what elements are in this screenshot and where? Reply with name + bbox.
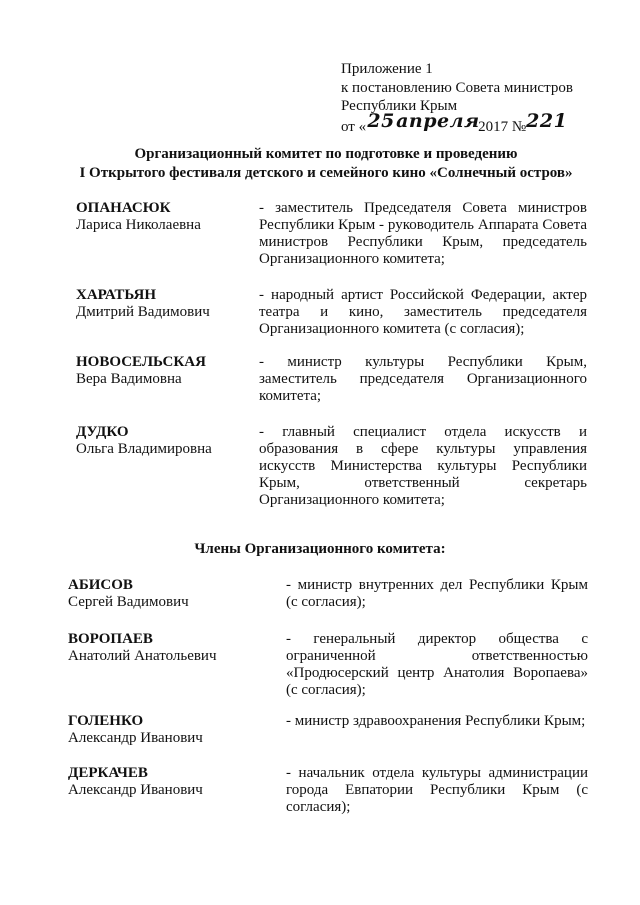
members-section-title: Члены Организационного комитета: — [194, 541, 446, 557]
person-surname: ГОЛЕНКО — [68, 713, 144, 729]
person-name — [68, 631, 217, 665]
person-role: - министр здравоохранения Республики Крым; — [286, 713, 586, 729]
person-given-name: Лариса Николаевна — [76, 217, 201, 233]
person-given-name: Дмитрий Вадимович — [76, 304, 210, 320]
handwritten-number: 221 — [526, 109, 568, 132]
committee-title-line: Организационный комитет по подготовке и проведению — [134, 146, 518, 162]
person-role: - министр внутренних дел Республики Крым (с согласия); — [286, 577, 588, 610]
appendix-line: к постановлению Совета министров — [341, 79, 573, 96]
date-prefix: от « — [341, 118, 367, 135]
person-surname: НОВОСЕЛЬСКАЯ — [76, 354, 206, 370]
person-surname: ДУДКО — [76, 424, 129, 440]
person-given-name: Ольга Владимировна — [76, 441, 212, 457]
person-given-name: Анатолий Анатольевич — [68, 648, 217, 664]
person-given-name: Александр Иванович — [68, 730, 203, 746]
person-surname: ХАРАТЬЯН — [76, 287, 157, 303]
handwritten-month: апреля — [396, 109, 480, 132]
person-surname: ДЕРКАЧЕВ — [68, 765, 148, 781]
appendix-line: Республики Крым — [341, 98, 458, 114]
appendix-header — [341, 60, 582, 136]
person-name — [76, 424, 212, 458]
person-role: - народный артист Российской Федерации, актер театра и кино, заместитель председателя Организационного комитета (с согласия); — [259, 287, 587, 337]
person-surname: ОПАНАСЮК — [76, 200, 171, 216]
appendix-label: Приложение 1 — [341, 61, 433, 77]
person-role: - генеральный директор общества с ограниченной ответственностью «Продюсерский центр Анатолия Воропаева» (с согласия); — [286, 631, 588, 698]
person-role: - главный специалист отдела искусств и образования в сфере культуры управления искусств Министерства культуры Республики Крым, ответственный секретарь Организационного комитета; — [259, 424, 587, 508]
person-given-name: Вера Вадимовна — [76, 371, 182, 387]
person-given-name: Сергей Вадимович — [68, 594, 189, 610]
person-role: - заместитель Председателя Совета министров Республики Крым - руководитель Аппарата Совета министров Республики Крым, председатель Организационного комитета; — [259, 200, 587, 267]
person-surname: ВОРОПАЕВ — [68, 631, 153, 647]
committee-title — [40, 145, 612, 182]
handwritten-day: 25 — [367, 109, 395, 132]
committee-title-line: I Открытого фестиваля детского и семейного кино «Солнечный остров» — [79, 164, 573, 181]
person-name — [76, 287, 210, 321]
person-name — [68, 577, 189, 611]
person-role: - начальник отдела культуры администрации города Евпатории Республики Крым (с согласия); — [286, 765, 588, 815]
year-and-number-label: 2017 № — [478, 118, 527, 135]
person-name — [68, 765, 203, 799]
person-name — [76, 200, 201, 234]
person-surname: АБИСОВ — [68, 577, 133, 593]
resolution-date-line — [341, 109, 582, 137]
person-given-name: Александр Иванович — [68, 782, 203, 798]
person-name — [68, 713, 203, 747]
person-role: - министр культуры Республики Крым, заместитель председателя Организационного комитета; — [259, 354, 587, 404]
person-name — [76, 354, 206, 388]
